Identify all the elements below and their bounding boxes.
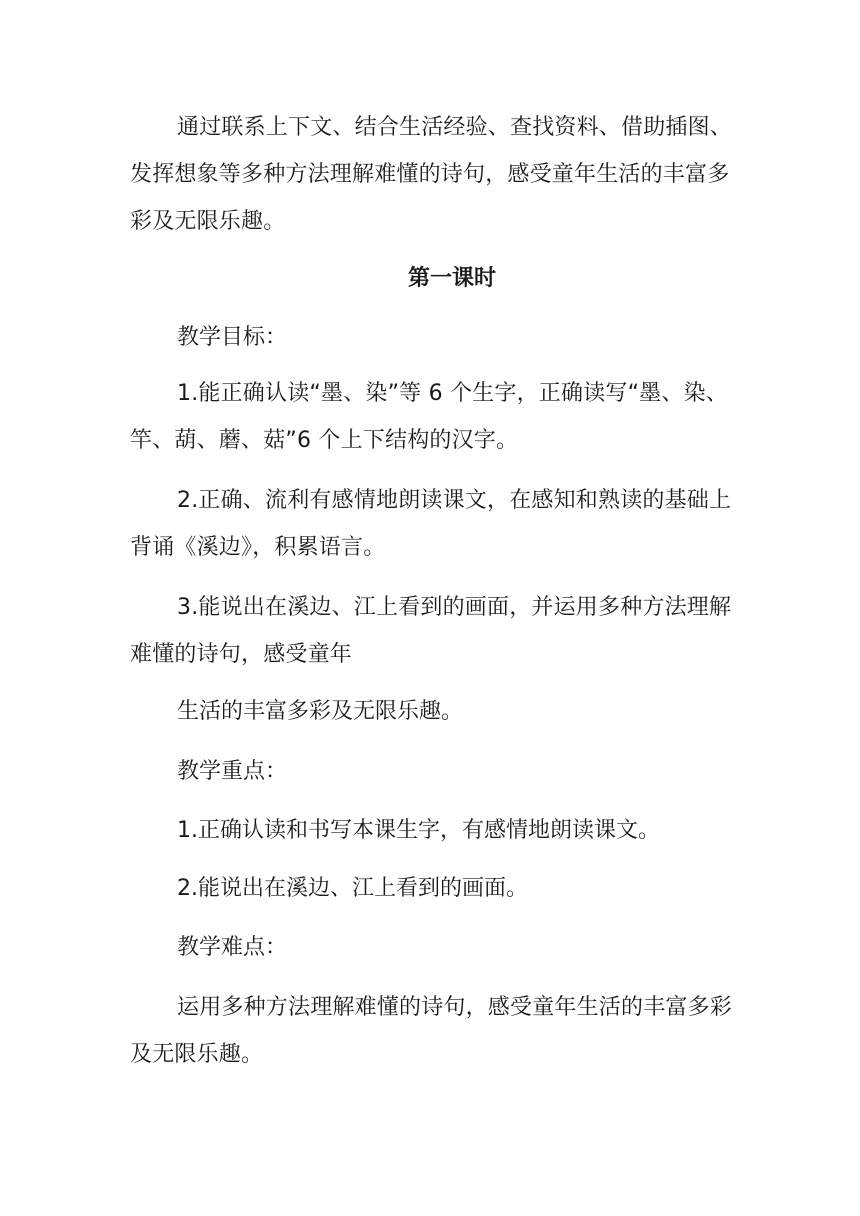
difficulty-heading: 教学难点： [177,935,288,960]
intro-paragraph: 通过联系上下文、结合生活经验、查找资料、借助插图、发挥想象等多种方法理解难懂的诗句，感受童年生活的丰富多彩及无限乐趣。 [130,115,733,234]
objective-2: 2.正确、流利有感情地朗读课文，在感知和熟读的基础上背诵《溪边》，积累语言。 [130,488,732,560]
key-point-1: 1.正确认读和书写本课生字，有感情地朗读课文。 [177,818,660,843]
objectives-heading: 教学目标： [177,325,288,350]
lesson-title: 第一课时 [407,266,496,291]
difficulty-1: 运用多种方法理解难懂的诗句，感受童年生活的丰富多彩及无限乐趣。 [130,995,733,1067]
objective-1: 1.能正确认读“墨、染”等 6 个生字，正确读写“墨、染、竿、葫、蘑、菇”6 个上下结构的汉字。 [130,381,728,453]
key-points-heading: 教学重点： [177,759,288,784]
key-point-2: 2.能说出在溪边、江上看到的画面。 [177,876,528,901]
objective-3: 3.能说出在溪边、江上看到的画面，并运用多种方法理解难懂的诗句，感受童年 [130,595,732,667]
objective-3-continued: 生活的丰富多彩及无限乐趣。 [177,699,464,724]
